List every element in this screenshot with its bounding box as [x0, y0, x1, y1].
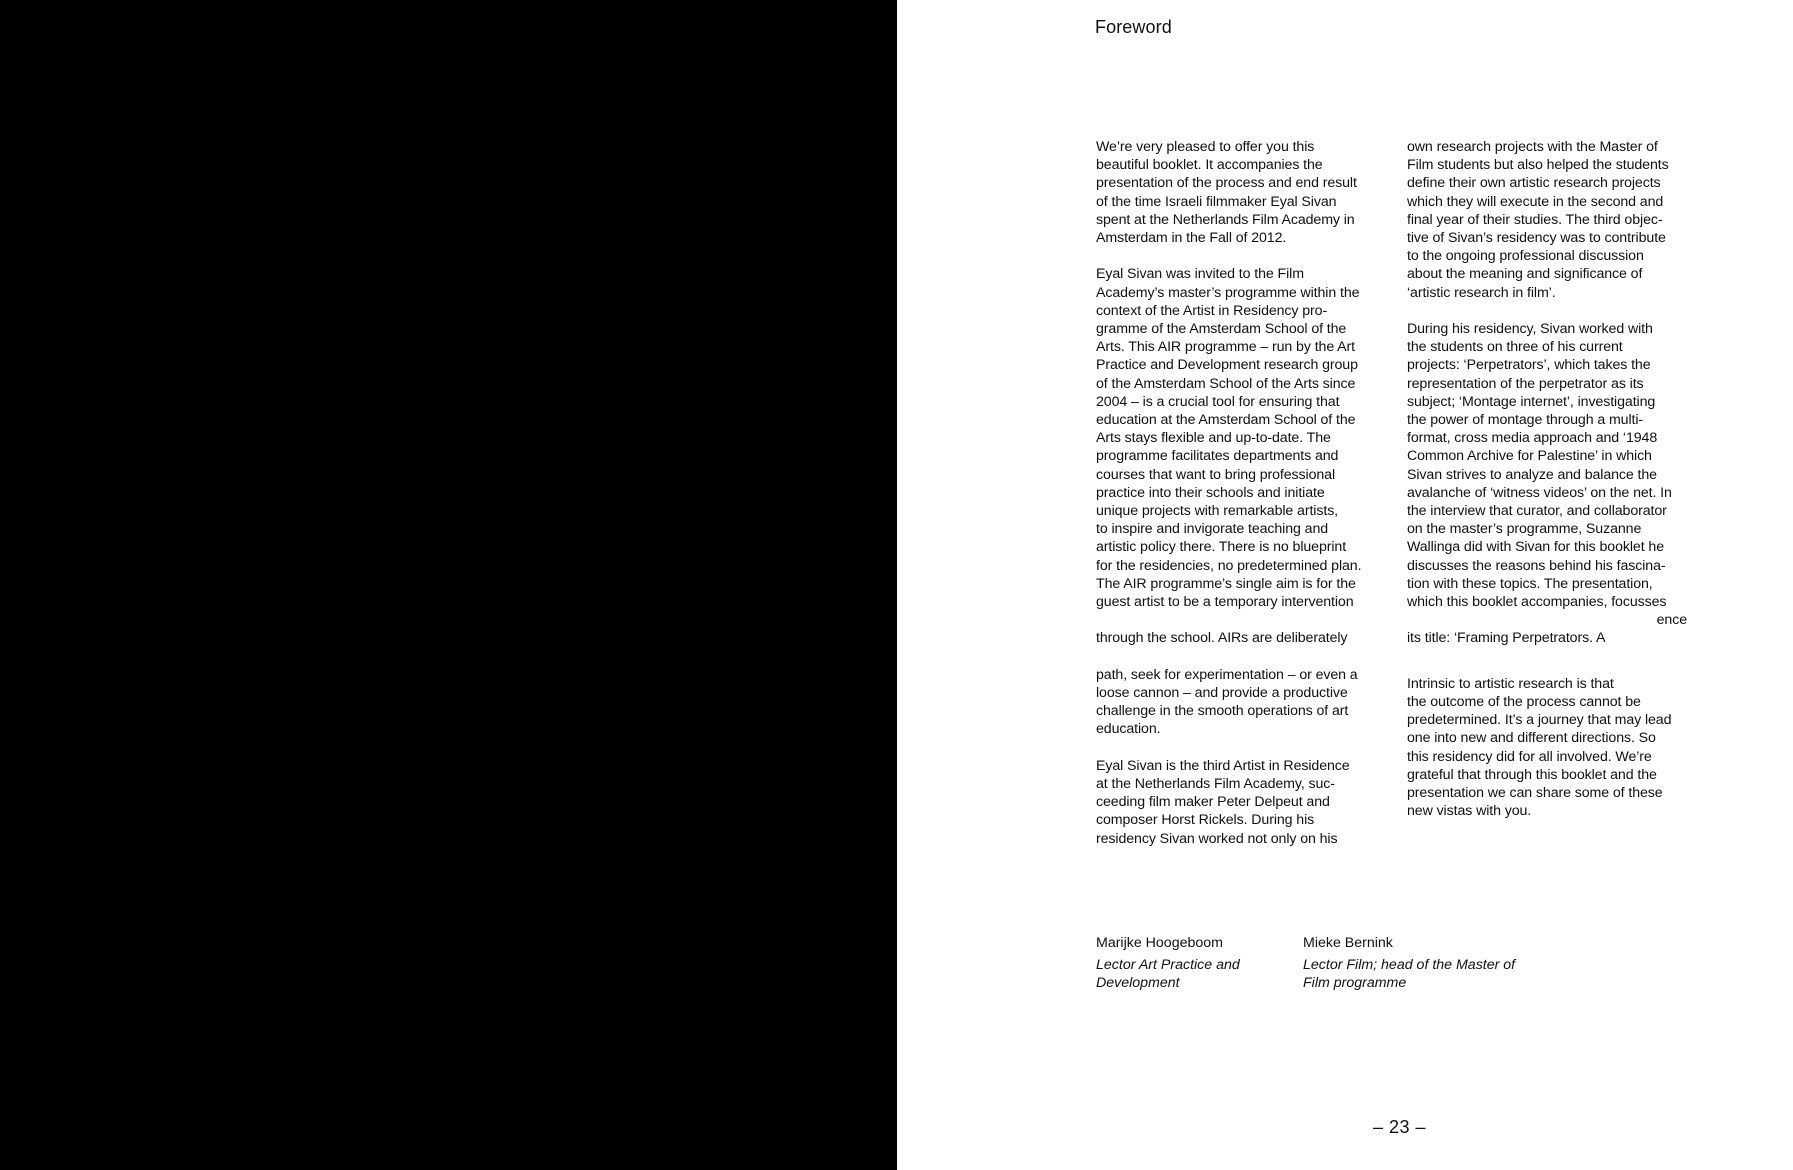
text-line: format, cross media approach and ‘1948 [1407, 430, 1658, 447]
text-line: presentation we can share some of these [1407, 785, 1663, 802]
text-line: composer Horst Rickels. During his [1096, 812, 1315, 829]
right-page [897, 0, 1793, 1170]
signatory-name: Mieke Bernink [1303, 935, 1393, 951]
text-line: context of the Artist in Residency pro- [1096, 302, 1328, 319]
text-line: of the Amsterdam School of the Arts since [1096, 375, 1356, 392]
text-line: education at the Amsterdam School of the [1096, 412, 1356, 429]
paragraph-gap [1096, 611, 1388, 629]
text-line: loose cannon – and provide a productive [1096, 685, 1348, 702]
text-line: discusses the reasons behind his fascina- [1407, 557, 1666, 574]
text-line: at the Netherlands Film Academy, suc- [1096, 776, 1335, 793]
text-line: its title: ‘Framing Perpetrators. A [1407, 630, 1606, 647]
text-line: residency Sivan worked not only on his [1096, 830, 1338, 847]
text-line: which they will execute in the second and [1407, 193, 1664, 210]
text-line: education. [1096, 721, 1161, 738]
text-line: which this booklet accompanies, focusses [1407, 594, 1667, 611]
text-line: projects: ‘Perpetrators’, which takes the [1407, 357, 1651, 374]
text-line: the students on three of his current [1407, 339, 1623, 356]
text-line: beautiful booklet. It accompanies the [1096, 157, 1323, 174]
text-line: about the meaning and significance of [1407, 266, 1643, 283]
text-line: Wallinga did with Sivan for this booklet he [1407, 539, 1664, 556]
text-line: Eyal Sivan is the third Artist in Residence [1096, 757, 1350, 774]
text-line: define their own artistic research projects [1407, 175, 1661, 192]
text-line: through the school. AIRs are deliberately [1096, 630, 1348, 647]
text-line: own research projects with the Master of [1407, 139, 1658, 155]
text-line: spent at the Netherlands Film Academy in [1096, 211, 1355, 228]
text-line: ceeding film maker Peter Delpeut and [1096, 794, 1330, 811]
signatory-role: Lector Art Practice and Development [1096, 957, 1240, 992]
text-line: Eyal Sivan was invited to the Film [1096, 266, 1304, 283]
text-line: representation of the perpetrator as its [1407, 375, 1644, 392]
text-line: for the residencies, no predetermined plan. [1096, 557, 1362, 574]
text-line: During his residency, Sivan worked with [1407, 321, 1653, 338]
page-title: Foreword [1095, 17, 1172, 37]
text-line: The AIR programme’s single aim is for the [1096, 575, 1356, 592]
text-line: Amsterdam in the Fall of 2012. [1096, 230, 1287, 247]
text-line: the outcome of the process cannot be [1407, 694, 1641, 711]
text-line: unique projects with remarkable artists, [1096, 503, 1339, 520]
paragraph-gap [1096, 648, 1388, 666]
text-line: to inspire and invigorate teaching and [1096, 521, 1329, 538]
text-line: Academy’s master’s programme within the [1096, 284, 1360, 301]
signatory-role: Lector Film; head of the Master of Film programme [1303, 957, 1516, 992]
text-line: subject; ‘Montage internet’, investigating [1407, 393, 1656, 410]
paragraph-gap [1407, 648, 1707, 666]
text-line: courses that want to bring professional [1096, 466, 1335, 483]
text-line: Arts. This AIR programme – run by the Art [1096, 339, 1355, 356]
text-line: We’re very pleased to offer you this [1096, 139, 1315, 155]
signatory-name: Marijke Hoogeboom [1096, 935, 1223, 951]
paragraph-gap [1407, 302, 1707, 320]
text-line: Film students but also helped the students [1407, 157, 1669, 174]
text-line: practice into their schools and initiate [1096, 484, 1325, 501]
text-line: avalanche of ‘witness videos’ on the net. In [1407, 484, 1672, 501]
text-line: Sivan strives to analyze and balance the [1407, 466, 1657, 483]
text-line: predetermined. It’s a journey that may lead [1407, 712, 1672, 729]
text-line: to the ongoing professional discussion [1407, 248, 1644, 265]
text-line: gramme of the Amsterdam School of the [1096, 321, 1347, 338]
text-line: grateful that through this booklet and the [1407, 766, 1657, 783]
text-line: 2004 – is a crucial tool for ensuring that [1096, 393, 1340, 410]
paragraph-gap [1096, 739, 1388, 757]
text-line: the interview that curator, and collaborator [1407, 503, 1667, 520]
text-line: the power of montage through a multi- [1407, 412, 1644, 429]
text-line: tion with these topics. The presentation, [1407, 575, 1653, 592]
text-column-left [1096, 138, 1388, 848]
text-line: new vistas with you. [1407, 803, 1532, 820]
text-column-right [1407, 138, 1707, 820]
text-line: Arts stays flexible and up-to-date. The [1096, 430, 1331, 447]
text-line: on the master’s programme, Suzanne [1407, 521, 1642, 538]
text-line: tive of Sivan’s residency was to contribute [1407, 230, 1666, 247]
paragraph-gap [1096, 247, 1388, 265]
text-line: guest artist to be a temporary intervention [1096, 594, 1354, 611]
text-line: final year of their studies. The third objec- [1407, 211, 1663, 228]
text-line: artistic policy there. There is no blueprint [1096, 539, 1347, 556]
text-line: ‘artistic research in film’. [1407, 284, 1556, 301]
text-line: Common Archive for Palestine’ in which [1407, 448, 1652, 465]
text-line: presentation of the process and end result [1096, 175, 1357, 192]
text-line: path, seek for experimentation – or even a [1096, 666, 1358, 683]
text-line: challenge in the smooth operations of art [1096, 703, 1349, 720]
text-line: of the time Israeli filmmaker Eyal Sivan [1096, 193, 1337, 210]
signatory-bernink [1303, 934, 1523, 993]
text-line: Intrinsic to artistic research is that [1407, 675, 1614, 692]
text-line: Practice and Development research group [1096, 357, 1358, 374]
page-number: – 23 – [1373, 1117, 1427, 1137]
text-line: this residency did for all involved. We’re [1407, 748, 1652, 765]
text-line: ence [1656, 612, 1687, 629]
text-line: programme facilitates departments and [1096, 448, 1339, 465]
signatory-hoogeboom [1096, 934, 1286, 993]
text-line: one into new and different directions. So [1407, 730, 1656, 747]
